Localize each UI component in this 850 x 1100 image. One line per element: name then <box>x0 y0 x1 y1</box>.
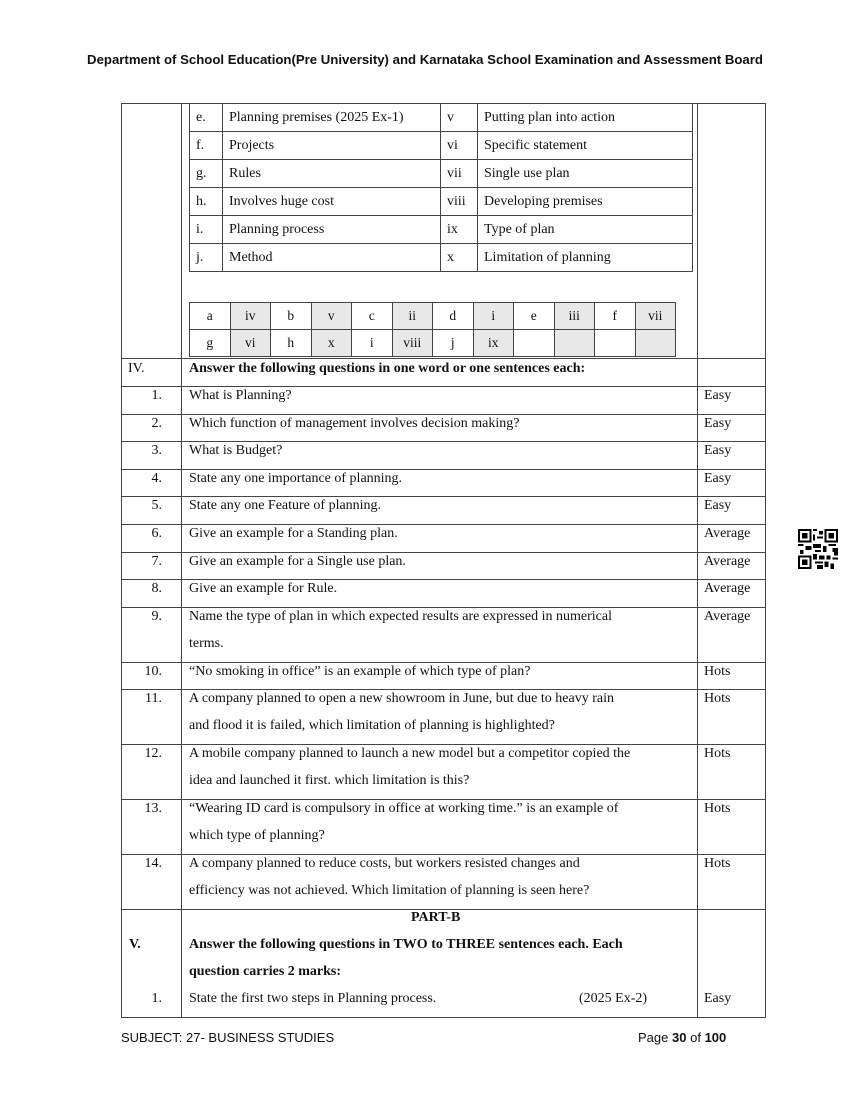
row-divider <box>121 799 766 800</box>
question-text: State the first two steps in Planning process. <box>189 991 437 1006</box>
difficulty-label: Average <box>704 553 751 569</box>
row-divider <box>121 496 766 497</box>
option-numeral: x <box>441 244 478 272</box>
option-term: Type of plan <box>478 216 693 244</box>
item-term: Planning premises (2025 Ex-1) <box>223 104 441 132</box>
answer-key-cell <box>514 330 555 357</box>
option-term: Specific statement <box>478 132 693 160</box>
answer-key-cell: f <box>595 303 636 330</box>
question-text: Give an example for a Single use plan. <box>189 553 406 569</box>
item-letter: g. <box>190 160 223 188</box>
match-row <box>190 216 693 244</box>
qr-code-icon <box>798 529 838 569</box>
difficulty-label: Hots <box>704 801 731 817</box>
row-divider <box>121 854 766 855</box>
difficulty-label: Easy <box>704 470 732 486</box>
row-divider <box>121 744 766 745</box>
section-v-roman: V. <box>129 937 141 952</box>
option-numeral: ix <box>441 216 478 244</box>
question-text: What is Planning? <box>189 388 292 403</box>
question-text: Name the type of plan in which expected results are expressed in numerical <box>189 608 612 624</box>
question-number: 12. <box>144 746 162 762</box>
option-numeral: vi <box>441 132 478 160</box>
answer-key-cell: j <box>433 330 474 357</box>
footer-page-number: Page 30 of 100 <box>638 1030 727 1045</box>
question-number: 13. <box>144 801 162 817</box>
difficulty-label: Hots <box>704 663 731 679</box>
option-term: Limitation of planning <box>478 244 693 272</box>
item-letter: j. <box>190 244 223 272</box>
match-row <box>190 160 693 188</box>
answer-key-cell: i <box>473 303 514 330</box>
difficulty-label: Easy <box>704 443 732 459</box>
option-numeral: v <box>441 104 478 132</box>
question-text: What is Budget? <box>189 443 283 459</box>
item-term: Rules <box>223 160 441 188</box>
row-divider <box>121 689 766 690</box>
part-b-title: PART-B <box>411 910 461 925</box>
question-number: 7. <box>151 553 162 569</box>
match-table <box>189 103 693 272</box>
question-text: A company planned to reduce costs, but workers resisted changes and <box>189 856 580 872</box>
answer-key-cell: iii <box>554 303 595 330</box>
answer-key-cell: vii <box>635 303 676 330</box>
row-divider <box>121 358 766 359</box>
difficulty-label: Average <box>704 581 751 597</box>
item-term: Planning process <box>223 216 441 244</box>
question-text: Give an example for a Standing plan. <box>189 526 398 541</box>
question-text: idea and launched it first. which limitation is this? <box>189 773 470 789</box>
question-text: Give an example for Rule. <box>189 581 338 597</box>
answer-key-cell: c <box>352 303 393 330</box>
difficulty-label: Average <box>704 526 751 541</box>
difficulty-label: Easy <box>704 415 732 431</box>
question-number: 9. <box>151 608 162 624</box>
difficulty-label: Average <box>704 608 751 624</box>
question-text: State any one Feature of planning. <box>189 498 382 514</box>
answer-key-cell <box>595 330 636 357</box>
section-iv-instruction: Answer the following questions in one word or one sentences each: <box>189 361 586 376</box>
answer-key-cell: e <box>514 303 555 330</box>
question-text: which type of planning? <box>189 828 325 844</box>
answer-key-cell: h <box>271 330 312 357</box>
column-divider-right <box>697 103 698 1018</box>
answer-key-cell: v <box>311 303 352 330</box>
row-divider <box>121 524 766 525</box>
answer-key-table <box>189 302 676 357</box>
question-number: 5. <box>151 498 162 514</box>
section-v-instruction-line1: Answer the following questions in TWO to THREE sentences each. Each <box>189 937 623 952</box>
answer-key-cell: ix <box>473 330 514 357</box>
question-text: Which function of management involves decision making? <box>189 415 520 431</box>
answer-key-cell: d <box>433 303 474 330</box>
question-number: 6. <box>151 526 162 541</box>
option-term: Developing premises <box>478 188 693 216</box>
answer-key-cell <box>554 330 595 357</box>
section-v-instruction-line2: question carries 2 marks: <box>189 964 342 979</box>
match-row <box>190 188 693 216</box>
option-term: Single use plan <box>478 160 693 188</box>
question-text: A mobile company planned to launch a new model but a competitor copied the <box>189 746 631 762</box>
difficulty-label: Hots <box>704 691 731 707</box>
question-number: 4. <box>151 470 162 486</box>
item-term: Method <box>223 244 441 272</box>
answer-key-cell: a <box>190 303 231 330</box>
question-text: and flood it is failed, which limitation of planning is highlighted? <box>189 718 555 734</box>
item-term: Involves huge cost <box>223 188 441 216</box>
item-letter: i. <box>190 216 223 244</box>
question-text: A company planned to open a new showroom in June, but due to heavy rain <box>189 691 614 707</box>
question-number: 10. <box>144 663 162 679</box>
question-text: efficiency was not achieved. Which limitation of planning is seen here? <box>189 883 590 899</box>
difficulty-label: Hots <box>704 856 731 872</box>
answer-key-cell: x <box>311 330 352 357</box>
question-text: terms. <box>189 635 224 651</box>
answer-key-cell: vi <box>230 330 271 357</box>
item-letter: f. <box>190 132 223 160</box>
difficulty-label: Hots <box>704 746 731 762</box>
item-letter: e. <box>190 104 223 132</box>
difficulty-label: Easy <box>704 388 732 403</box>
option-numeral: viii <box>441 188 478 216</box>
item-letter: h. <box>190 188 223 216</box>
question-text: State any one importance of planning. <box>189 470 403 486</box>
question-text: “Wearing ID card is compulsory in office at working time.” is an example of <box>189 801 619 817</box>
footer-subject: SUBJECT: 27- BUSINESS STUDIES <box>121 1030 335 1045</box>
section-iv-roman: IV. <box>128 361 145 376</box>
answer-key-cell: iv <box>230 303 271 330</box>
question-number: 3. <box>151 443 162 459</box>
option-term: Putting plan into action <box>478 104 693 132</box>
question-year-tag: (2025 Ex-2) <box>579 991 648 1006</box>
answer-key-cell <box>635 330 676 357</box>
answer-key-cell: viii <box>392 330 433 357</box>
row-divider <box>121 386 766 387</box>
row-divider <box>121 441 766 442</box>
question-text: “No smoking in office” is an example of which type of plan? <box>189 663 531 679</box>
item-term: Projects <box>223 132 441 160</box>
match-row <box>190 244 693 272</box>
question-number: 11. <box>145 691 162 707</box>
question-number: 8. <box>151 581 162 597</box>
row-divider <box>121 579 766 580</box>
answer-key-cell: ii <box>392 303 433 330</box>
difficulty-label: Easy <box>704 991 732 1006</box>
match-row <box>190 104 693 132</box>
difficulty-label: Easy <box>704 498 732 514</box>
answer-key-cell: i <box>352 330 393 357</box>
question-number: 2. <box>151 415 162 431</box>
match-row <box>190 132 693 160</box>
answer-key-cell: b <box>271 303 312 330</box>
question-number: 1. <box>151 388 162 403</box>
option-numeral: vii <box>441 160 478 188</box>
question-number: 1. <box>151 991 162 1006</box>
answer-key-cell: g <box>190 330 231 357</box>
page-header: Department of School Education(Pre University) and Karnataka School Examination and Assessment Board <box>87 52 763 67</box>
question-number: 14. <box>144 856 162 872</box>
column-divider-left <box>181 103 182 1018</box>
